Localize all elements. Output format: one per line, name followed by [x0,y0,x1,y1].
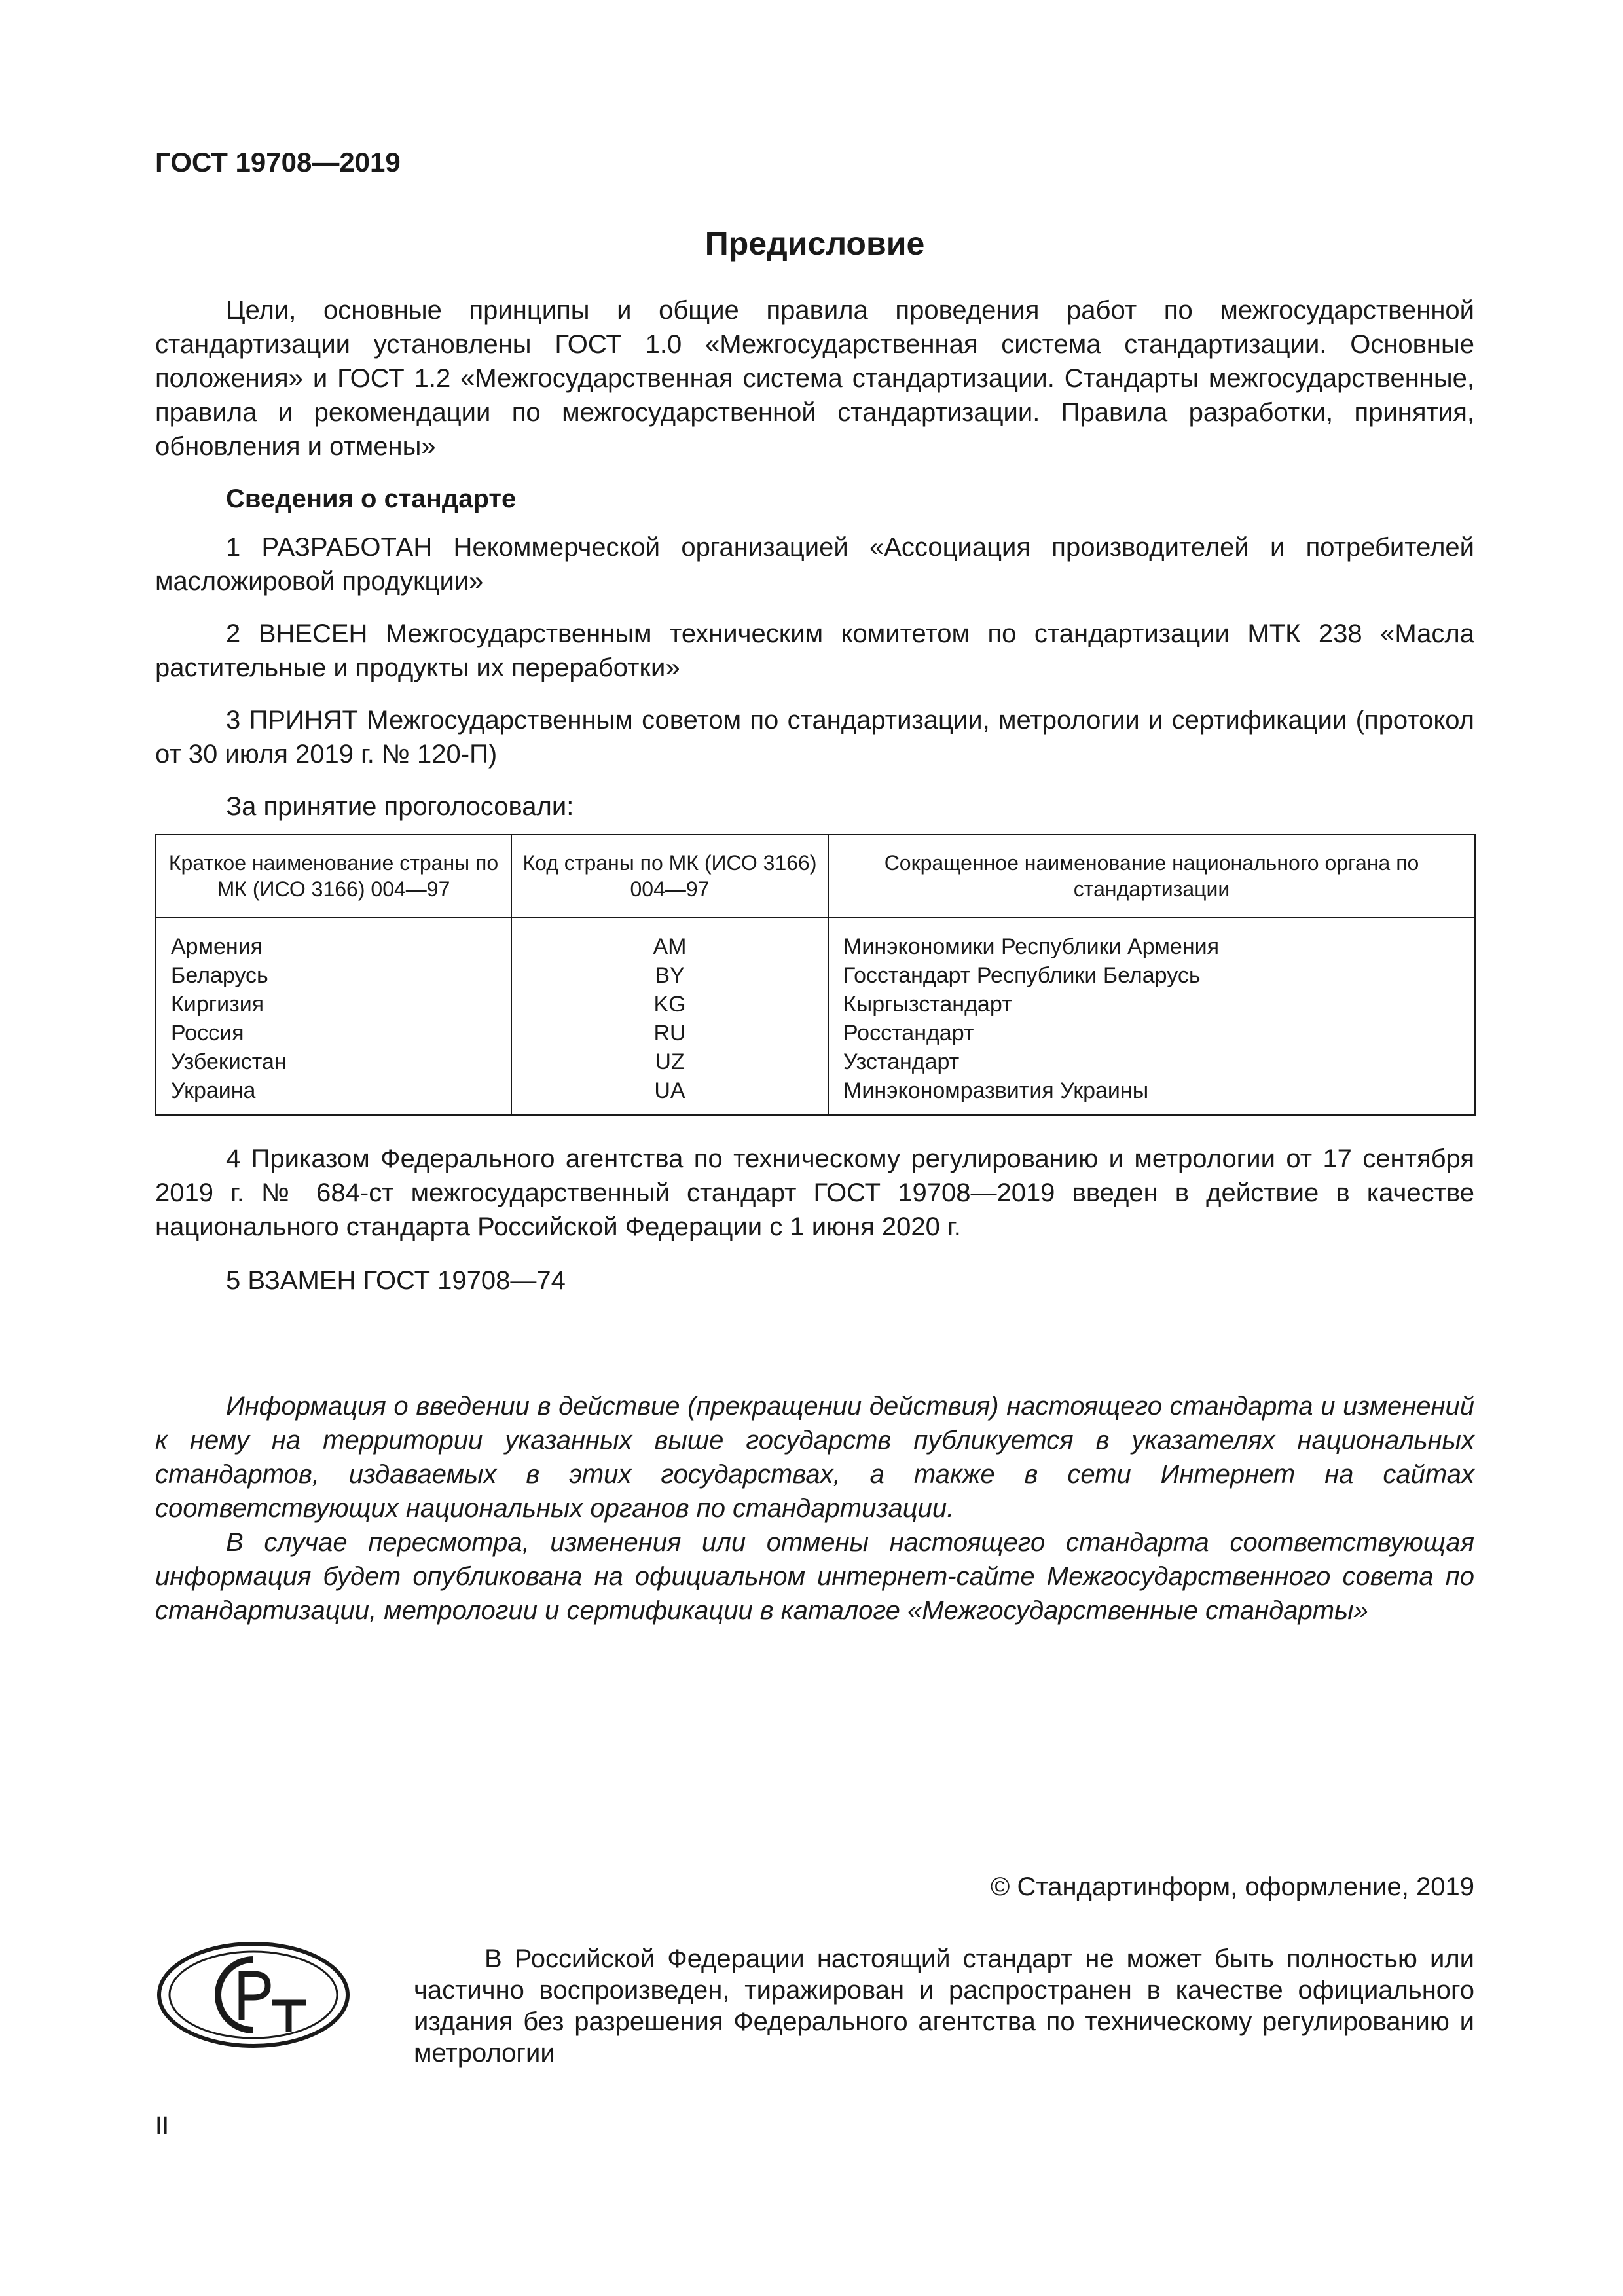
code-cell: KG [511,990,828,1019]
body-cell: Госстандарт Республики Беларусь [828,961,1475,990]
table-header-row [156,835,1475,917]
body-cell: Минэкономразвития Украины [828,1076,1475,1115]
votes-table [155,834,1476,1116]
country-cell: Армения [156,924,511,961]
preface-body-continued [155,1142,1474,1298]
table-row [156,924,1475,961]
item-adopted: 3 ПРИНЯТ Межгосударственным советом по стандартизации, метрологии и сертификации (протокол от 30 июля 2019 г. № 120-П) [155,706,1474,769]
table-row [156,961,1475,990]
notes-block [155,1389,1474,1628]
column-header-country: Краткое наименование страны по МК (ИСО 3166) 004—97 [156,835,511,917]
code-cell: UZ [511,1048,828,1076]
country-cell: Россия [156,1019,511,1048]
copyright-line: © Стандартинформ, оформление, 2019 [990,1872,1474,1901]
country-cell: Киргизия [156,990,511,1019]
table-row [156,1019,1475,1048]
preface-body [155,293,1474,824]
body-cell: Кыргызстандарт [828,990,1475,1019]
body-cell: Узстандарт [828,1048,1475,1076]
code-cell: UA [511,1076,828,1115]
country-cell: Узбекистан [156,1048,511,1076]
note-paragraph-publication: Информация о введении в действие (прекращении действия) настоящего стандарта и изменений к нему на территории указанных выше государств публикуется в указателях национальных стандартов, издаваемых в этих государствах, а также в сети Интернет на сайтах соответствующих национальных органов по стандартизации. [155,1392,1474,1523]
table-row [156,1048,1475,1076]
item-developed: 1 РАЗРАБОТАН Некоммерческой организацией «Ассоциация производителей и потребителей масложировой продукции» [155,533,1474,596]
code-cell: BY [511,961,828,990]
rf-reproduction-notice [414,1943,1474,2069]
country-cell: Беларусь [156,961,511,990]
table-row [156,1076,1475,1115]
page-title: Предисловие [704,225,925,262]
document-code-header: ГОСТ 19708—2019 [155,147,401,177]
code-cell: AM [511,924,828,961]
note-paragraph-revision: В случае пересмотра, изменения или отмены настоящего стандарта соответствующая информация будет опубликована на официальном интернет-сайте Межгосударственного совета по стандартизации, метрологии и сертификации в каталоге «Межгосударственные стандарты» [155,1528,1474,1625]
country-cell: Украина [156,1076,511,1115]
voted-label: За принятие проголосовали: [226,792,574,821]
body-cell: Минэкономики Республики Армения [828,924,1475,961]
rst-logo-icon [155,1940,352,2050]
column-header-code: Код страны по МК (ИСО 3166) 004—97 [511,835,828,917]
column-header-body: Сокращенное наименование национального органа по стандартизации [828,835,1475,917]
code-cell: RU [511,1019,828,1048]
rf-notice-text: В Российской Федерации настоящий стандарт не может быть полностью или частично воспроизведен, тиражирован и распространен в качестве официального издания без разрешения Федерального агентства по техническому регулированию и метрологии [414,1944,1474,2068]
item-order: 4 Приказом Федерального агентства по техническому регулированию и метрологии от 17 сентября 2019 г. № 684-ст межгосударственный стандарт ГОСТ 19708—2019 введен в действие в качестве национального стандарта Российской Федерации с 1 июня 2020 г. [155,1144,1474,1241]
body-cell: Росстандарт [828,1019,1475,1048]
item-replaces: 5 ВЗАМЕН ГОСТ 19708—74 [226,1266,566,1295]
table-row [156,990,1475,1019]
intro-paragraph: Цели, основные принципы и общие правила проведения работ по межгосударственной стандартизации установлены ГОСТ 1.0 «Межгосударственная система стандартизации. Основные положения» и ГОСТ 1.2 «Межгосударственная система стандартизации. Стандарты межгосударственные, правила и рекомендации по межгосударственной стандартизации. Правила разработки, принятия, обновления и отмены» [155,296,1474,461]
document-page [155,0,1474,2296]
standard-info-heading: Сведения о стандарте [226,484,517,513]
item-introduced: 2 ВНЕСЕН Межгосударственным техническим комитетом по стандартизации МТК 238 «Масла растительные и продукты их переработки» [155,619,1474,682]
page-number: II [155,2112,170,2140]
